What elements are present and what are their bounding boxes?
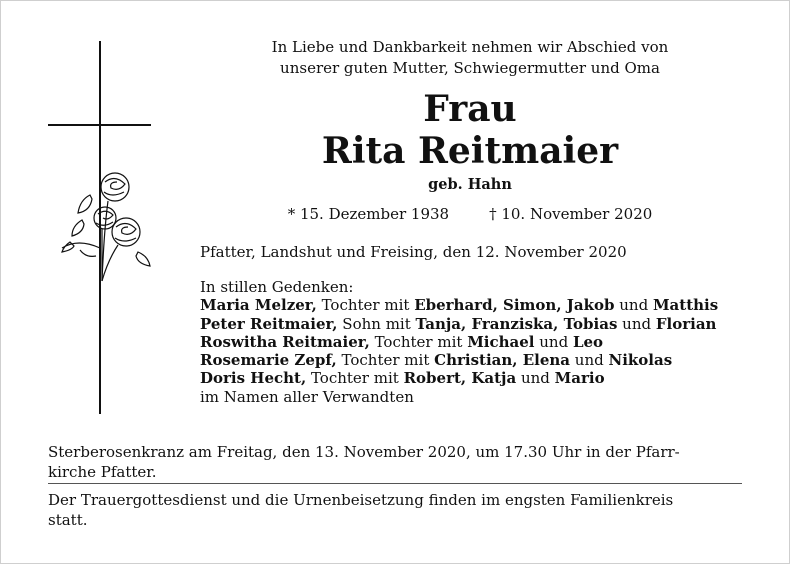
mourner-name: Roswitha Reitmaier, xyxy=(200,332,370,351)
mourner-name: Maria Melzer, xyxy=(200,296,317,315)
mourner-line xyxy=(200,296,745,314)
divider xyxy=(48,483,742,484)
deceased-name xyxy=(200,88,740,172)
mourner-name: Doris Hecht, xyxy=(200,369,307,388)
mourner-name: Christian, Elena xyxy=(434,351,571,370)
place-and-date: Pfatter, Landshut und Freising, den 12. November 2020 xyxy=(200,243,627,261)
mourner-relation: Tochter mit xyxy=(336,351,435,370)
mourner-relation: und xyxy=(516,369,555,388)
funeral-notice xyxy=(48,490,743,530)
notice-line: kirche Pfatter. xyxy=(48,463,157,481)
mourner-name: Peter Reitmaier, xyxy=(200,314,338,333)
mourner-name: Leo xyxy=(572,332,604,351)
maiden-name: geb. Hahn xyxy=(428,176,512,193)
mourner-relation: Tochter mit xyxy=(316,296,415,315)
name-full: Rita Reitmaier xyxy=(321,130,619,172)
mourner-relation: und xyxy=(617,314,656,333)
notice-line: Der Trauergottesdienst und die Urnenbeisetzung finden im engsten Familienkreis xyxy=(48,491,674,509)
intro-text xyxy=(200,37,740,79)
death-date: † 10. November 2020 xyxy=(489,205,653,223)
mourner-relation: Sohn mit xyxy=(337,314,416,333)
intro-line: unserer guten Mutter, Schwiegermutter und Oma xyxy=(280,59,660,77)
roses-icon xyxy=(60,170,155,285)
memory-heading: In stillen Gedenken: xyxy=(200,278,354,296)
mourner-name: Rosemarie Zepf, xyxy=(200,351,337,370)
mourner-relation: und xyxy=(614,296,653,315)
mourner-line xyxy=(200,315,745,333)
notice-line: statt. xyxy=(48,511,88,529)
mourner-name: Nikolas xyxy=(608,351,673,370)
mourner-list xyxy=(200,296,745,406)
birth-date: * 15. Dezember 1938 xyxy=(287,205,450,223)
mourner-name: Michael xyxy=(467,332,535,351)
mourner-line xyxy=(200,351,745,369)
life-dates xyxy=(200,205,740,223)
intro-line: In Liebe und Dankbarkeit nehmen wir Abschied von xyxy=(271,38,669,56)
mourner-relation: im Namen aller Verwandten xyxy=(200,387,414,406)
mourner-relation: Tochter mit xyxy=(306,369,404,388)
mourner-line xyxy=(200,388,745,406)
cross-icon-beam xyxy=(48,124,151,126)
mourner-name: Tanja, Franziska, Tobias xyxy=(415,314,618,333)
notice-line: Sterberosenkranz am Freitag, den 13. November 2020, um 17.30 Uhr in der Pfarr- xyxy=(48,443,680,461)
mourner-name: Matthis xyxy=(652,296,719,315)
name-title: Frau xyxy=(423,88,517,130)
mourner-relation: und xyxy=(534,332,573,351)
mourner-name: Mario xyxy=(554,369,605,388)
mourner-name: Eberhard, Simon, Jakob xyxy=(414,296,615,315)
mourner-relation: und xyxy=(570,351,609,370)
mourners-block xyxy=(200,278,745,406)
mourner-name: Florian xyxy=(655,314,717,333)
rosary-notice xyxy=(48,442,743,482)
mourner-name: Robert, Katja xyxy=(403,369,517,388)
mourner-line xyxy=(200,369,745,387)
mourner-relation: Tochter mit xyxy=(369,332,468,351)
mourner-line xyxy=(200,333,745,351)
